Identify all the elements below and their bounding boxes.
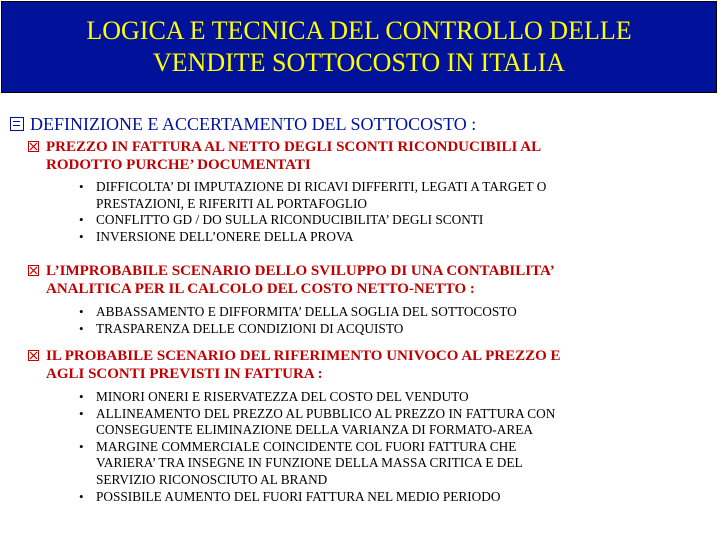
bullet-icon: • [79,320,84,336]
list-item: • MINORI ONERI E RISERVATEZZA DEL COSTO DEL VENDUTO [79,389,469,404]
list-item: • TRASPARENZA DELLE CONDIZIONI DI ACQUISTO [79,320,404,336]
list-item: • CONFLITTO GD / DO SULLA RICONDUCIBILITA’ DEGLI SCONTI [79,212,484,228]
list-item: • ABBASSAMENTO E DIFFORMITA’ DELLA SOGLIA DEL SOTTOCOSTO [79,304,517,319]
x-box-icon [28,350,39,361]
list-item: • ALLINEAMENTO DEL PREZZO AL PUBBLICO AL PREZZO IN FATTURA CON CONSEGUENTE ELIMINAZIONE DELLA VARIANZA DI FORMATO-AREA [79,405,556,438]
section-3-line-2: AGLI SCONTI PREVISTI IN FATTURA : [46,366,323,382]
section-2-bullets [76,304,517,337]
list-item: • INVERSIONE DELL’ONERE DELLA PROVA [79,228,354,244]
section-2-line-1: L’IMPROBABILE SCENARIO DELLO SVILUPPO DI UNA CONTABILITA’ [46,263,555,279]
section-1-line-2: RODOTTO PURCHE’ DOCUMENTATI [46,157,311,173]
section-1-line-1: PREZZO IN FATTURA AL NETTO DEGLI SCONTI RICONDUCIBILI AL [46,139,542,155]
section-2-line-2: ANALITICA PER IL CALCOLO DEL COSTO NETTO-NETTO : [46,281,475,297]
main-heading [8,113,476,135]
bullet-icon: • [79,438,84,454]
section-2-heading [46,262,555,298]
list-item: • POSSIBILE AUMENTO DEL FUORI FATTURA NEL MEDIO PERIODO [79,488,501,504]
equals-box-icon [10,117,24,131]
section-3-heading [46,347,561,383]
title-line-2: VENDITE SOTTOCOSTO IN ITALIA [152,48,566,77]
bullet-icon: • [79,179,84,194]
x-box-icon [28,141,39,152]
bullet-icon: • [79,389,84,404]
title-line-1: LOGICA E TECNICA DEL CONTROLLO DELLE [86,16,632,45]
section-1-bullets [76,179,546,245]
bullet-icon: • [79,488,84,504]
bullet-icon: • [79,228,84,244]
list-item: • DIFFICOLTA’ DI IMPUTAZIONE DI RICAVI DIFFERITI, LEGATI A TARGET O PRESTAZIONI, E RIFERITI AL PORTAFOGLIO [79,179,547,211]
section-3-bullets [76,389,555,505]
x-box-icon [28,265,39,276]
bullet-icon: • [79,405,84,421]
bullet-icon: • [79,212,84,228]
section-3-line-1: IL PROBABILE SCENARIO DEL RIFERIMENTO UNIVOCO AL PREZZO E [46,348,561,364]
bullet-icon: • [79,304,84,319]
list-item: • MARGINE COMMERCIALE COINCIDENTE COL FUORI FATTURA CHE VARIERA’ TRA INSEGNE IN FUNZIONE DELLA MASSA CRITICA E DEL SERVIZIO RICONOSCIUTO AL BRAND [79,438,523,487]
main-heading-text: DEFINIZIONE E ACCERTAMENTO DEL SOTTOCOSTO : [30,114,477,134]
section-1-heading [46,138,541,174]
